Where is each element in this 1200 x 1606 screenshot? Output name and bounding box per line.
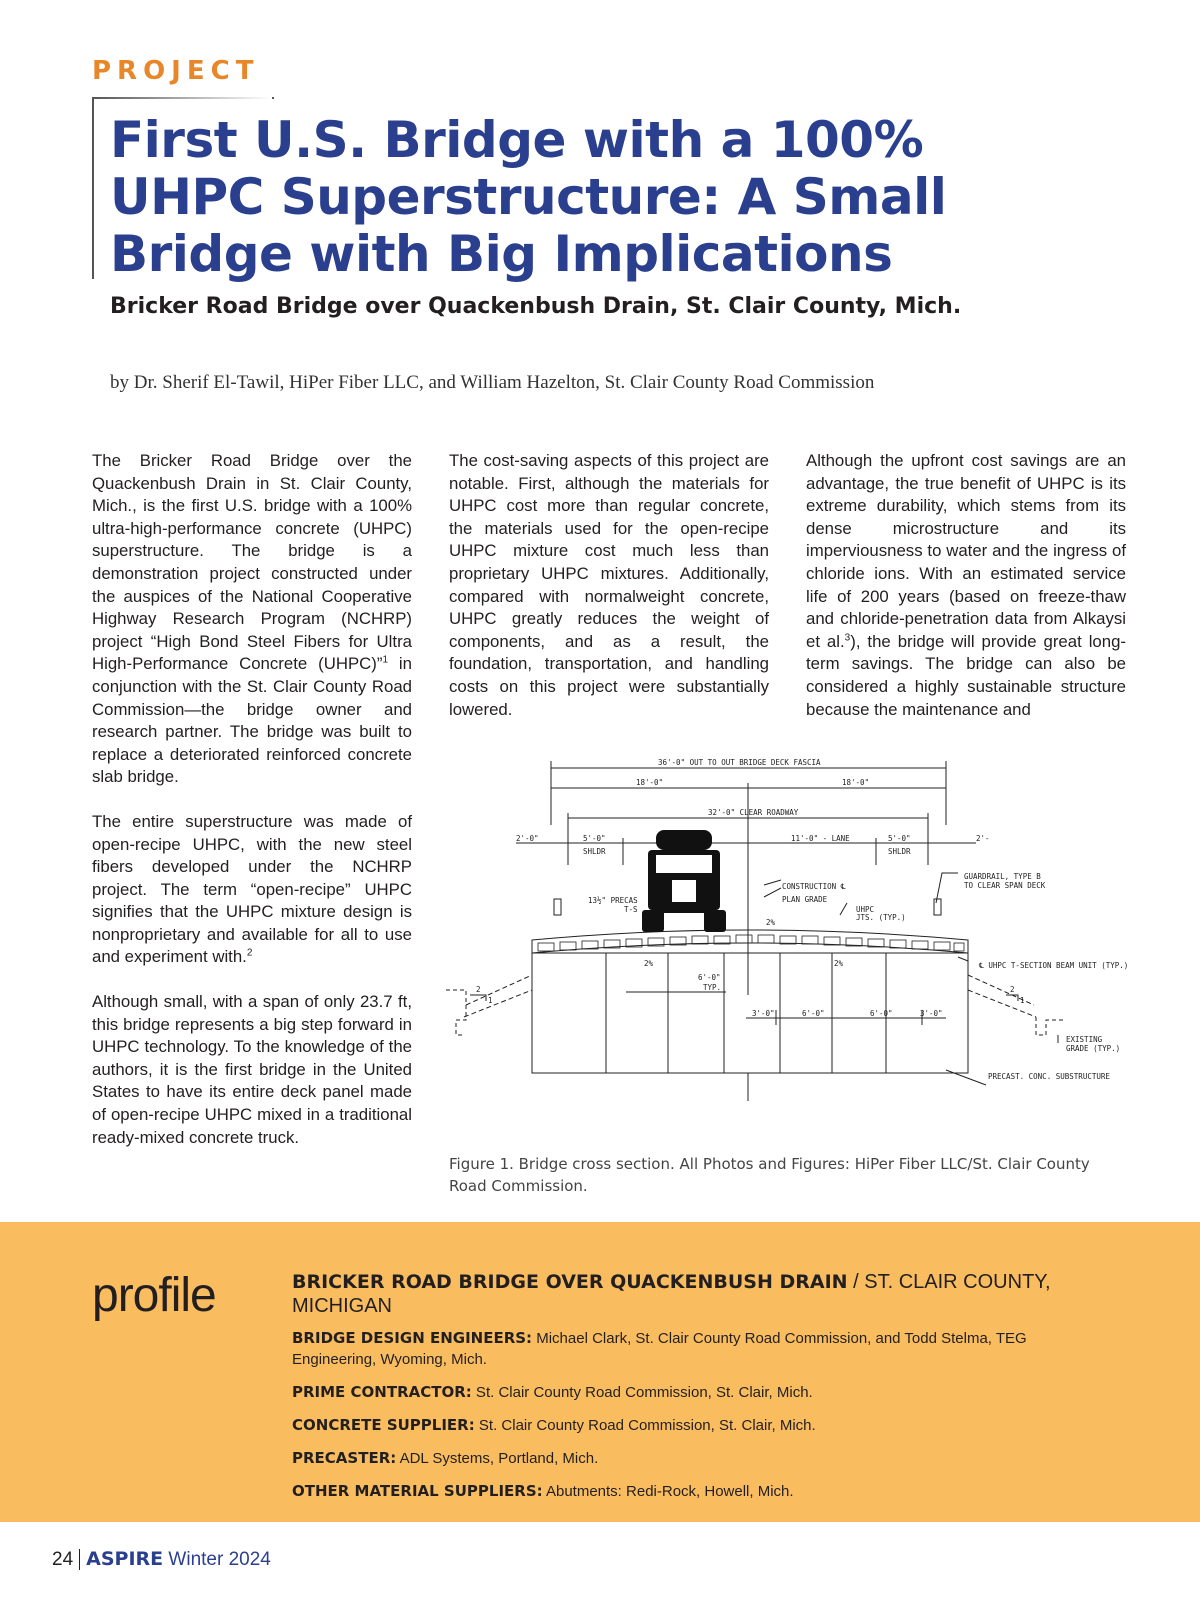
label-shoulder-right: SHLDR	[888, 847, 911, 856]
profile-row-prime-contractor: PRIME CONTRACTOR: St. Clair County Road Commission, St. Clair, Mich.	[292, 1383, 813, 1401]
label-shoulder-left: SHLDR	[583, 847, 606, 856]
article-column-1	[92, 450, 412, 1171]
dim-spacing: 6'-0"	[698, 973, 721, 982]
slope-run-right: 2	[1010, 985, 1015, 994]
label-guardrail-2: TO CLEAR SPAN DECK	[964, 881, 1046, 890]
label-substructure: PRECAST. CONC. SUBSTRUCTURE	[988, 1072, 1110, 1081]
label-uhpc: UHPC	[856, 905, 875, 914]
article-column-2	[449, 450, 769, 743]
label-slope-right: 2%	[834, 959, 844, 968]
dim-6ft-a: 6'-0"	[802, 1009, 825, 1018]
page-footer	[52, 1548, 271, 1571]
label-guardrail: GUARDRAIL, TYPE B	[964, 872, 1041, 881]
label-precast: 13½" PRECAS	[588, 896, 638, 905]
bridge-cross-section-figure	[446, 755, 1166, 1135]
dim-half-right: 18'-0"	[842, 778, 870, 787]
slope-rise-left: 1	[488, 996, 493, 1005]
dim-shoulder-right: 5'-0"	[888, 834, 911, 843]
slope-rise-right: 1	[1020, 996, 1025, 1005]
label-uhpc-joints: JTS. (TYP.)	[856, 913, 906, 922]
dim-edge-right: 2'-	[976, 834, 990, 843]
issue-label: Winter 2024	[163, 1549, 271, 1570]
profile-heading: BRICKER ROAD BRIDGE OVER QUACKENBUSH DRAIN / ST. CLAIR COUNTY, MICHIGAN	[292, 1271, 1051, 1317]
label-existing: EXISTING	[1066, 1035, 1103, 1044]
profile-label: profile	[92, 1269, 216, 1322]
article-column-3	[806, 450, 1126, 743]
paragraph: Although small, with a span of only 23.7 ft, this bridge represents a big step forward in UHPC technology. To the knowledge of the authors, it is the first bridge in the United States to have its entire deck panel made of open-recipe UHPC mixed in a traditional ready-mixed concrete truck.	[92, 992, 412, 1147]
article-title: First U.S. Bridge with a 100% UHPC Superstructure: A Small Bridge with Big Implications	[110, 111, 947, 283]
profile-row-precaster: PRECASTER: ADL Systems, Portland, Mich.	[292, 1449, 599, 1467]
dim-edge-left: 2'-0"	[516, 834, 539, 843]
dim-3ft-b: 3'-0"	[920, 1009, 943, 1018]
dim-clear-roadway: 32'-0" CLEAR ROADWAY	[708, 808, 799, 817]
dim-3ft-a: 3'-0"	[752, 1009, 775, 1018]
magazine-name: ASPIRE	[86, 1548, 164, 1570]
byline: by Dr. Sherif El-Tawil, HiPer Fiber LLC, and William Hazelton, St. Clair County Road Commission	[110, 372, 875, 393]
profile-body	[292, 1270, 1052, 1514]
profile-row-concrete-supplier: CONCRETE SUPPLIER: St. Clair County Road Commission, St. Clair, Mich.	[292, 1416, 816, 1434]
label-precast-2: T-S	[624, 905, 638, 914]
paragraph: Although the upfront cost savings are an advantage, the true benefit of UHPC is its extreme durability, which stems from its dense microstructure and its imperviousness to water and the ingress of chloride ions. With an estimated service life of 200 years (based on freeze-thaw and chloride-penetration data from Alkaysi et al.$^3$), the bridge will provide great long-term savings. The bridge can also be considered a highly sustainable structure because the maintenance and	[806, 451, 1127, 719]
dim-out-to-out: 36'-0" OUT TO OUT BRIDGE DECK FASCIA	[658, 758, 821, 767]
label-beam-unit: ℄ UHPC T-SECTION BEAM UNIT (TYP.)	[979, 961, 1129, 970]
label-construction: CONSTRUCTION ℄	[782, 882, 846, 891]
figure-caption: Figure 1. Bridge cross section. All Photos and Figures: HiPer Fiber LLC/St. Clair County Road Commission.	[449, 1155, 1090, 1195]
dim-half-left: 18'-0"	[636, 778, 664, 787]
label-plan-grade: PLAN GRADE	[782, 895, 828, 904]
dim-spacing-typ: TYP.	[703, 983, 722, 992]
paragraph: The Bricker Road Bridge over the Quackenbush Drain in St. Clair County, Mich., is the first U.S. bridge with a 100% ultra-high-performance concrete (UHPC) superstructure. The bridge is a demonstration project constructed under the auspices of the National Cooperative Highway Research Program (NCHRP) project “High Bond Steel Fibers for Ultra High-Performance Concrete (UHPC)”$^1$ in conjunction with the St. Clair County Road Commission—the bridge owner and research partner. The bridge was built to replace a deteriorated reinforced concrete slab bridge.	[92, 451, 412, 787]
paragraph: The cost-saving aspects of this project are notable. First, although the materials for UHPC cost more than regular concrete, the materials used for the open-recipe UHPC mixture cost much less than proprietary UHPC mixtures. Additionally, compared with normalweight concrete, UHPC greatly reduces the weight of components, and as a result, the foundation, transportation, and handling costs on this project were substantially lowered.	[449, 451, 769, 719]
bridge-cross-section-drawing	[446, 755, 1166, 1135]
dim-shoulder-left: 5'-0"	[583, 834, 606, 843]
page-number: 24	[52, 1549, 80, 1570]
profile-row-other-suppliers: OTHER MATERIAL SUPPLIERS: Abutments: Redi-Rock, Howell, Mich.	[292, 1482, 794, 1500]
label-existing-grade: GRADE (TYP.)	[1066, 1044, 1121, 1053]
label-slope-left: 2%	[644, 959, 654, 968]
paragraph: The entire superstructure was made of open-recipe UHPC, with the new steel fibers developed under the NCHRP project. The term “open-recipe” UHPC signifies that the UHPC mixture design is nonproprietary and available for all to use and experiment with.$^2$	[92, 811, 412, 967]
profile-row-design-engineers: BRIDGE DESIGN ENGINEERS: Michael Clark, St. Clair County Road Commission, and Todd Stelma, TEG Engineering, Wyoming, Mich.	[292, 1329, 1027, 1368]
section-label: PROJECT	[92, 56, 260, 86]
dim-6ft-b: 6'-0"	[870, 1009, 893, 1018]
slope-run-left: 2	[476, 985, 481, 994]
label-slope-center: 2%	[766, 918, 776, 927]
dim-lane: 11'-0" - LANE	[791, 834, 850, 843]
article-subtitle: Bricker Road Bridge over Quackenbush Drain, St. Clair County, Mich.	[110, 294, 962, 319]
